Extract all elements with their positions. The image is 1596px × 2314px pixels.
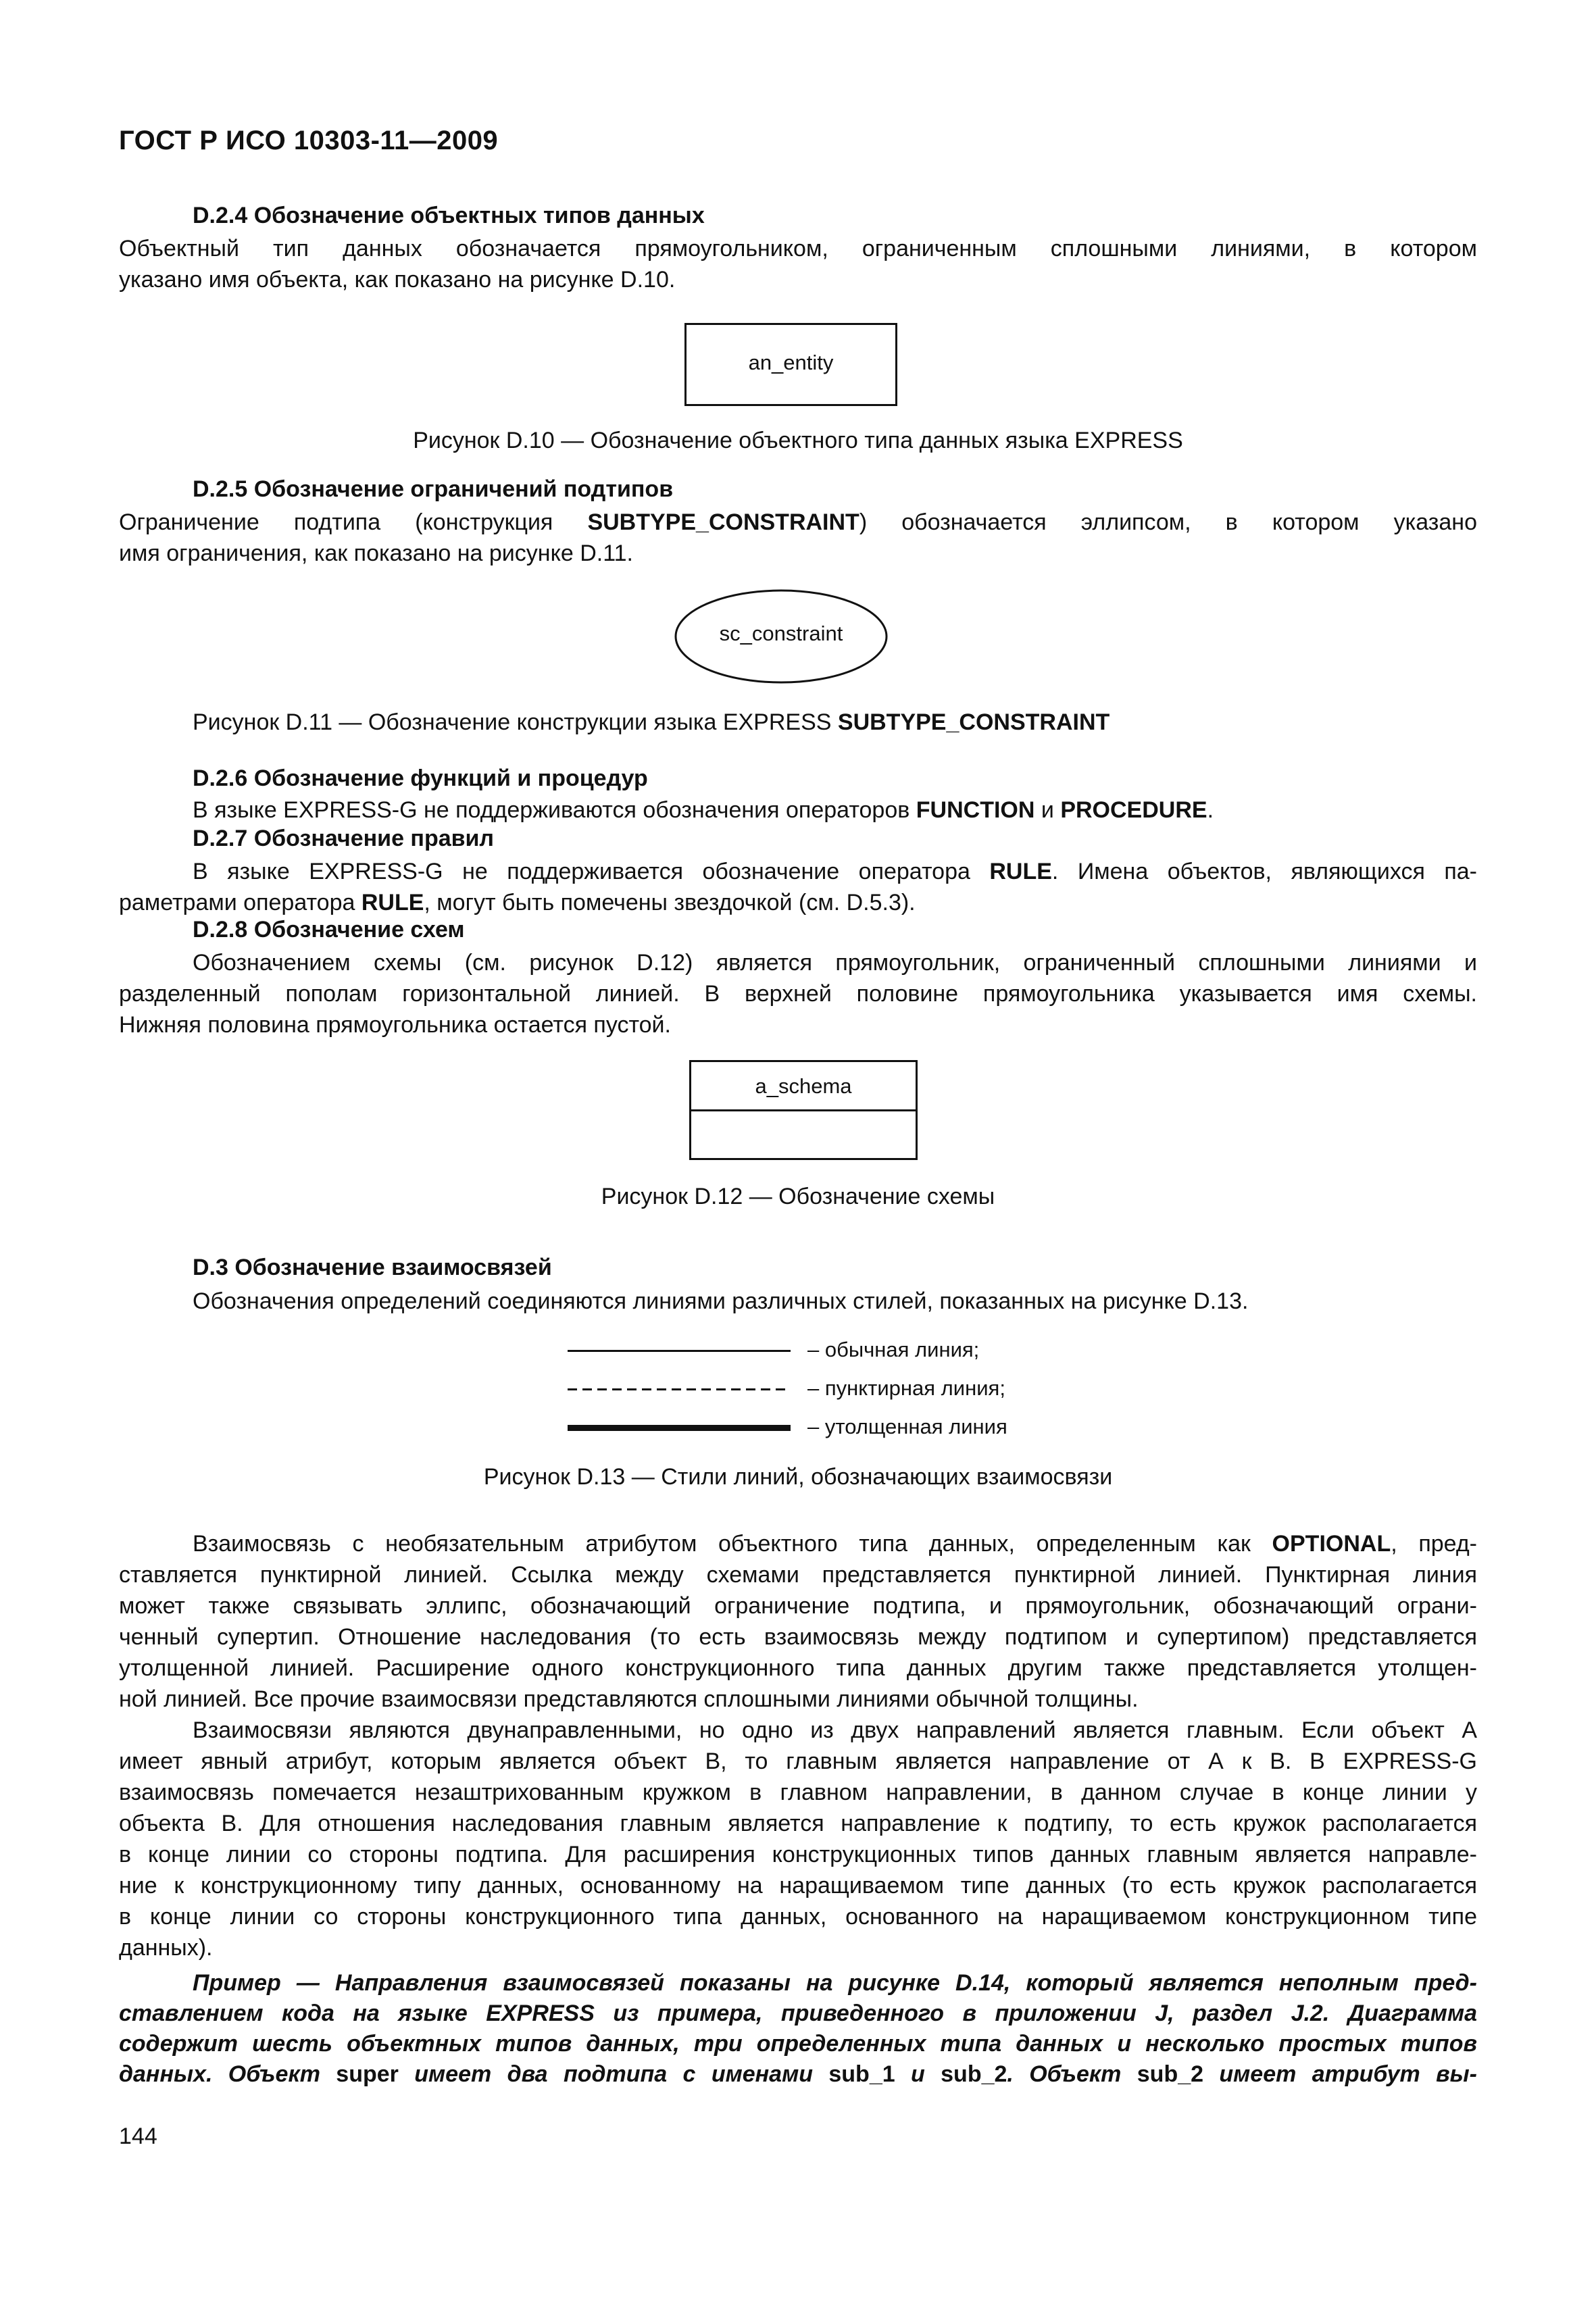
d25-line-1: Ограничение подтипа (конструкция SUBTYPE_CONSTRAINT) обозначается эллипсом, в котором указано: [119, 509, 1477, 535]
figure-caption-d10: Рисунок D.10 — Обозначение объектного типа данных языка EXPRESS: [413, 428, 1183, 453]
para1-line-4: ченный супертип. Отношение наследования (то есть взаимосвязь между подтипом и супертипом) представляется: [119, 1624, 1477, 1650]
d24-line-1: Объектный тип данных обозначается прямоугольником, ограниченным сплошными линиями, в котором: [119, 236, 1477, 261]
schema-rectangle-label: a_schema: [755, 1074, 852, 1098]
para2-line-6: ние к конструкционному типу данных, основанному на наращиваемом типе данных (то есть кружок располагается: [119, 1873, 1477, 1898]
para2-line-3: взаимосвязь помечается незаштрихованным кружком в главном направлении, в данном случае в конце линии у: [119, 1780, 1477, 1805]
section-heading-d25: D.2.5 Обозначение ограничений подтипов: [193, 476, 674, 502]
para2-line-1: Взаимосвязи являются двунаправленными, но одно из двух направлений является главным. Если объект А: [193, 1717, 1477, 1743]
figure-caption-d12: Рисунок D.12 — Обозначение схемы: [601, 1184, 995, 1209]
example-line-2: ставлением кода на языке EXPRESS из примера, приведенного в приложении J, раздел J.2. Диаграмма: [119, 2001, 1477, 2026]
para2-line-2: имеет явный атрибут, которым является объект В, то главным является направление от А к В. В EXPRESS-G: [119, 1749, 1477, 1774]
d27-line-2: раметрами оператора RULE, могут быть помечены звездочкой (см. D.5.3).: [119, 890, 916, 915]
para1-line-5: утолщенной линией. Расширение одного конструкционного типа данных другим также представляется утолщен-: [119, 1655, 1477, 1681]
para2-line-7: в конце линии со стороны конструкционного типа данных, основанного на наращиваемом конструкционном типе: [119, 1904, 1477, 1930]
section-heading-d27: D.2.7 Обозначение правил: [193, 826, 495, 851]
d3-line-1: Обозначения определений соединяются линиями различных стилей, показанных на рисунке D.13.: [193, 1288, 1249, 1314]
dashed-line-sample: [568, 1388, 791, 1390]
schema-rectangle: [689, 1060, 918, 1160]
section-heading-d26: D.2.6 Обозначение функций и процедур: [193, 765, 648, 791]
para2-line-4: объекта В. Для отношения наследования главным является направление к подтипу, то есть кружок располагается: [119, 1811, 1477, 1836]
legend-row-dashed: [568, 1376, 1041, 1403]
para2-line-5: в конце линии со стороны подтипа. Для расширения конструкционных типов данных главным является направле-: [119, 1842, 1477, 1867]
legend-label-dashed: – пунктирная линия;: [807, 1376, 1005, 1400]
thick-line-sample: [568, 1425, 791, 1431]
legend-label-solid: – обычная линия;: [807, 1338, 980, 1361]
d28-line-3: Нижняя половина прямоугольника остается пустой.: [119, 1012, 671, 1038]
para1-line-6: ной линией. Все прочие взаимосвязи представляются сплошными линиями обычной толщины.: [119, 1686, 1139, 1712]
d28-line-2: разделенный пополам горизонтальной линией. В верхней половине прямоугольника указывается имя схемы.: [119, 981, 1477, 1007]
d24-line-2: указано имя объекта, как показано на рисунке D.10.: [119, 267, 676, 293]
document-header: ГОСТ Р ИСО 10303-11—2009: [119, 126, 499, 155]
legend-label-thick: – утолщенная линия: [807, 1415, 1007, 1438]
para1-line-1: Взаимосвязь с необязательным атрибутом объектного типа данных, определенным как OPTIONAL, пред-: [193, 1531, 1477, 1557]
entity-rectangle: [684, 323, 897, 406]
d28-line-1: Обозначением схемы (см. рисунок D.12) является прямоугольник, ограниченный сплошными линиями и: [193, 950, 1477, 976]
schema-divider: [691, 1109, 916, 1111]
section-heading-d24: D.2.4 Обозначение объектных типов данных: [193, 203, 705, 228]
d26-line-1: В языке EXPRESS-G не поддерживаются обозначения операторов FUNCTION и PROCEDURE.: [193, 797, 1214, 823]
page-number: 144: [119, 2123, 157, 2149]
legend-row-solid: [568, 1338, 1041, 1365]
example-line-3: содержит шесть объектных типов данных, три определенных типа данных и несколько простых типов: [119, 2031, 1477, 2057]
ellipse-label: sc_constraint: [719, 622, 843, 645]
legend-row-thick: [568, 1415, 1041, 1442]
section-heading-d3: D.3 Обозначение взаимосвязей: [193, 1255, 552, 1280]
d27-line-1: В языке EXPRESS-G не поддерживается обозначение оператора RULE. Имена объектов, являющихся па-: [193, 859, 1477, 884]
d25-line-2: имя ограничения, как показано на рисунке D.11.: [119, 540, 633, 566]
section-heading-d28: D.2.8 Обозначение схем: [193, 917, 465, 942]
entity-rectangle-label: an_entity: [748, 351, 834, 374]
solid-line-sample: [568, 1350, 791, 1352]
para1-line-2: ставляется пунктирной линией. Ссылка между схемами представляется пунктирной линией. Пунктирная линия: [119, 1562, 1477, 1588]
example-line-1: Пример — Направления взаимосвязей показаны на рисунке D.14, который является неполным пред-: [193, 1970, 1477, 1996]
para2-line-8: данных).: [119, 1935, 213, 1961]
example-line-4: данных. Объект super имеет два подтипа с именами sub_1 и sub_2. Объект sub_2 имеет атрибут вы-: [119, 2061, 1477, 2087]
para1-line-3: может также связывать эллипс, обозначающий ограничение подтипа, и прямоугольник, обозначающий ограни-: [119, 1593, 1477, 1619]
figure-caption-d13: Рисунок D.13 — Стили линий, обозначающих взаимосвязи: [483, 1464, 1113, 1490]
figure-caption-d11: Рисунок D.11 — Обозначение конструкции языка EXPRESS SUBTYPE_CONSTRAINT: [193, 709, 1110, 735]
